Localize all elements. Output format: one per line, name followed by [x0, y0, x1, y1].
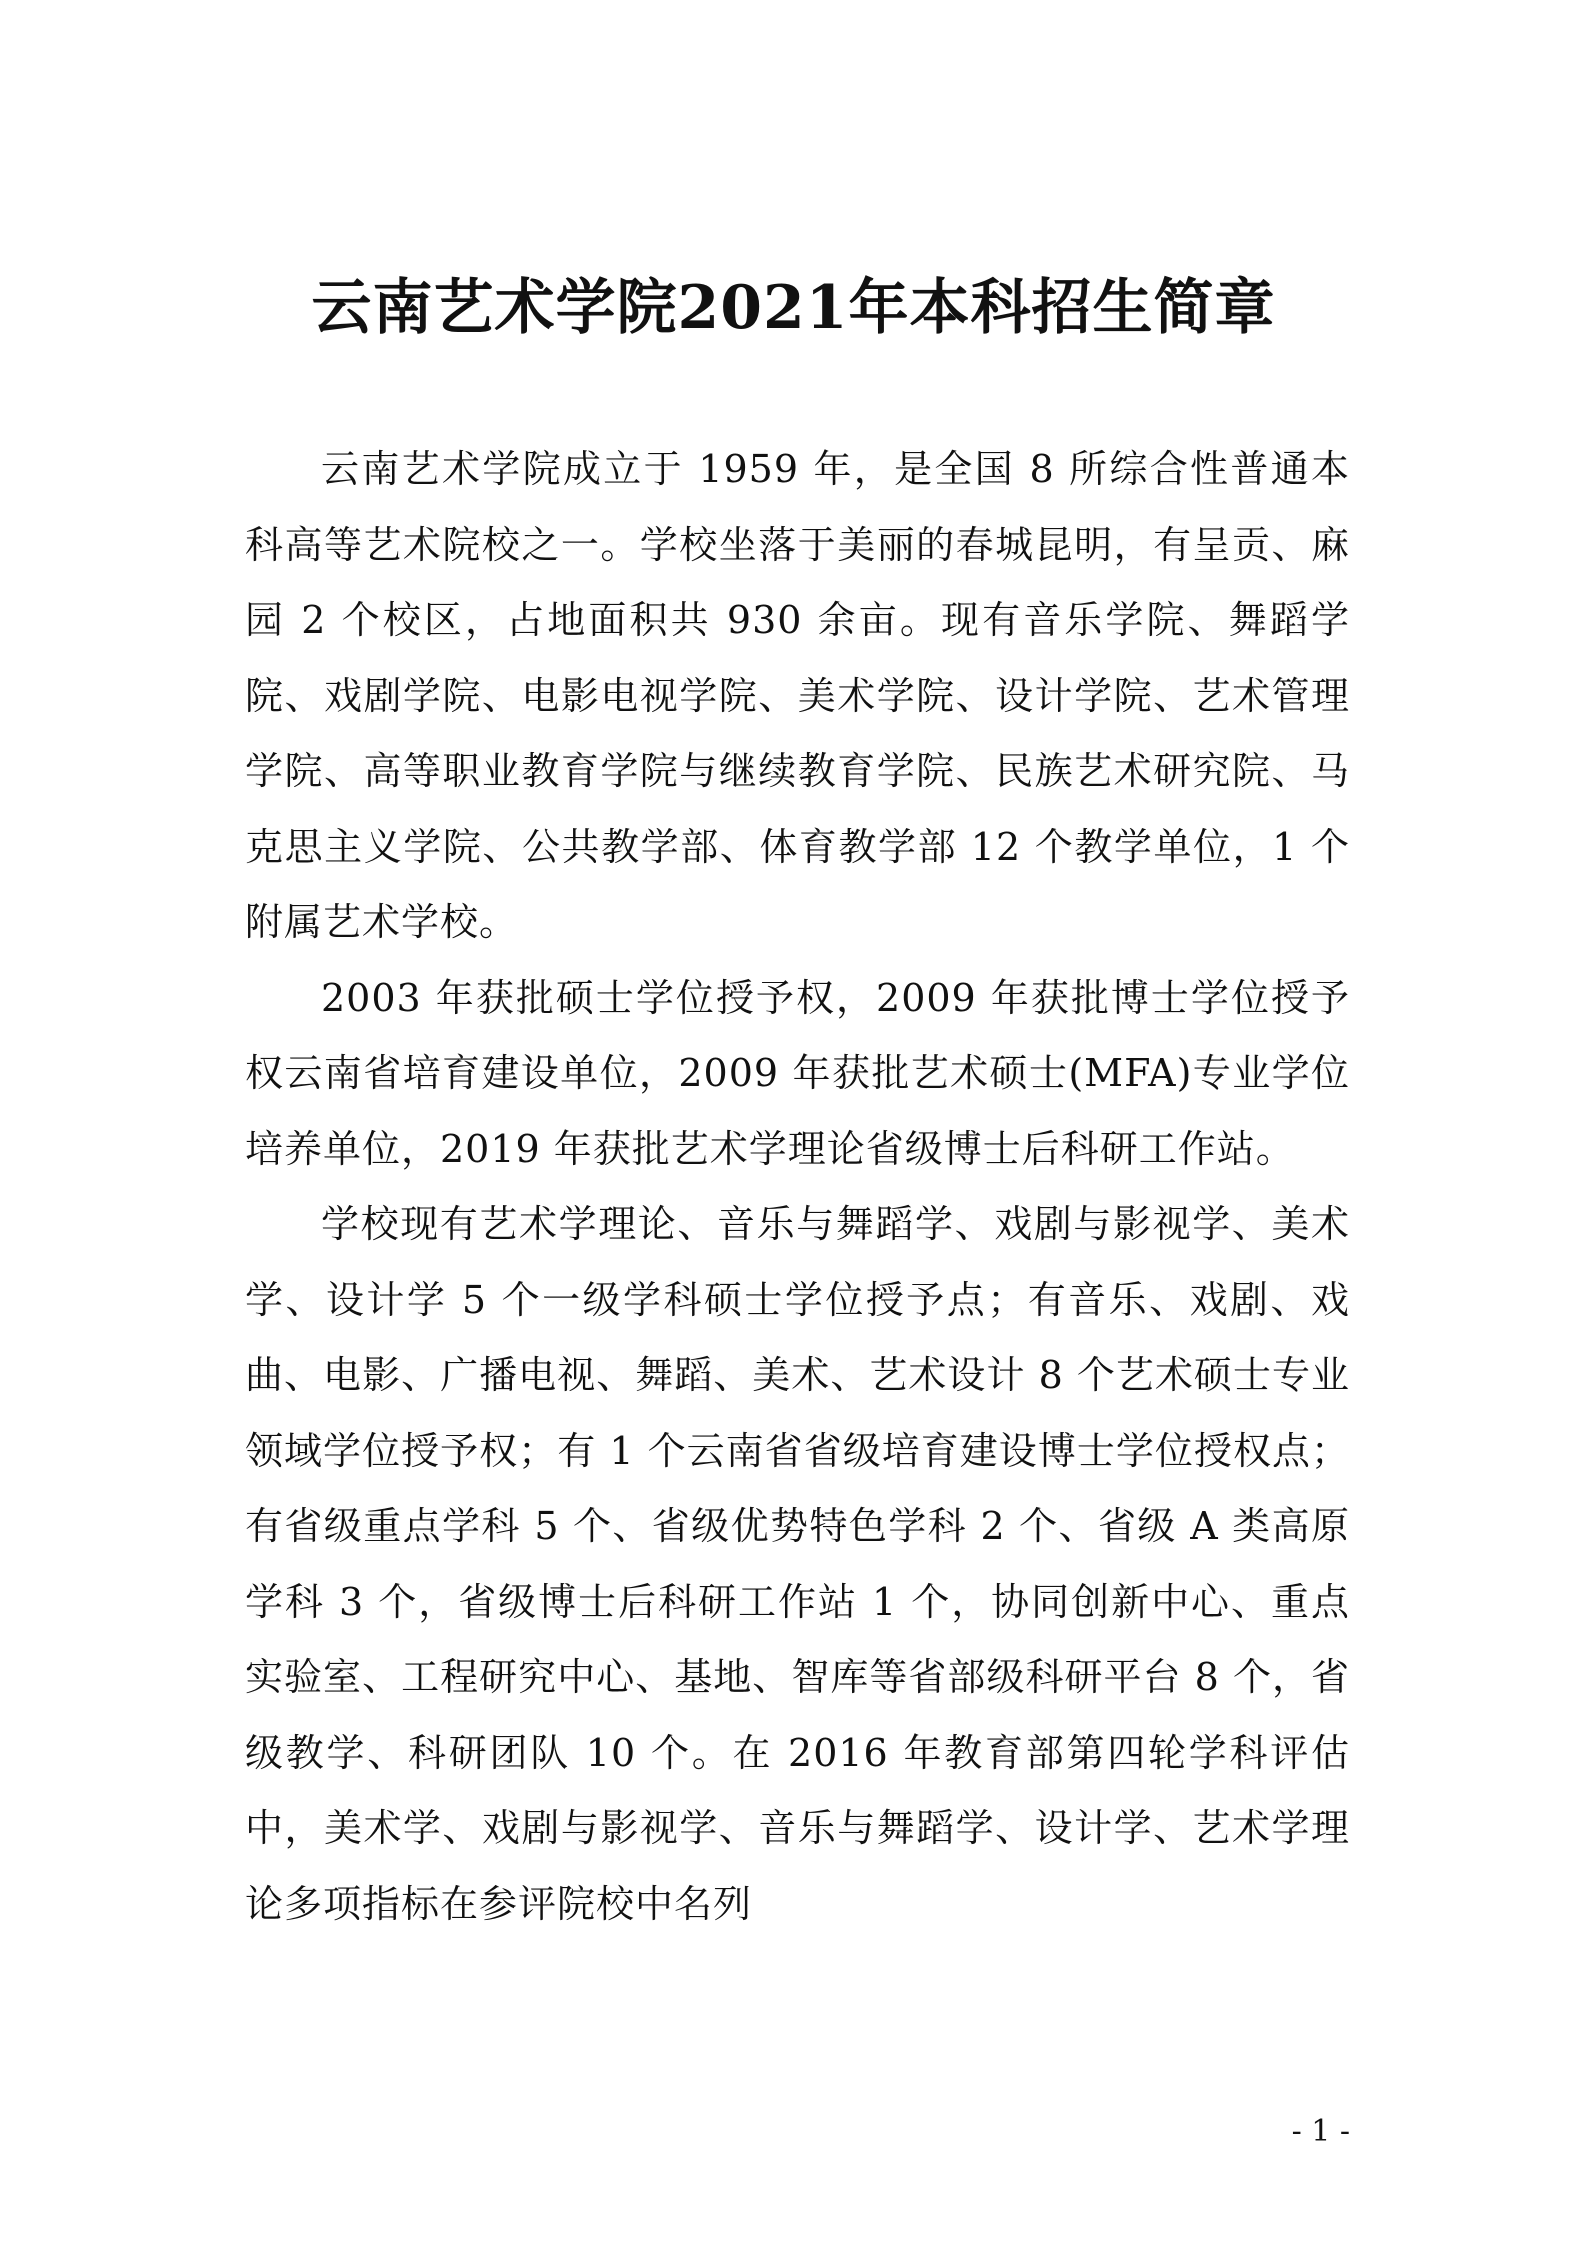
- document-body: [245, 432, 1350, 1942]
- document-title: 云南艺术学院2021年本科招生简章: [311, 273, 1276, 343]
- page-number: - 1 -: [1291, 2114, 1350, 2149]
- paragraph-degree-history: 2003 年获批硕士学位授予权，2009 年获批博士学位授予权云南省培育建设单位，2009 年获批艺术硕士(MFA)专业学位培养单位，2019 年获批艺术学理论省级博士后科研工作站。: [245, 975, 1350, 1171]
- paragraph-intro: 云南艺术学院成立于 1959 年，是全国 8 所综合性普通本科高等艺术院校之一。学校坐落于美丽的春城昆明，有呈贡、麻园 2 个校区，占地面积共 930 余亩。现有音乐学院、舞蹈学院、戏剧学院、电影电视学院、美术学院、设计学院、艺术管理学院、高等职业教育学院与继续教育学院、民族艺术研究院、马克思主义学院、公共教学部、体育教学部 12 个教学单位，1 个附属艺术学校。: [245, 447, 1350, 944]
- paragraph-disciplines: 学校现有艺术学理论、音乐与舞蹈学、戏剧与影视学、美术学、设计学 5 个一级学科硕士学位授予点；有音乐、戏剧、戏曲、电影、广播电视、舞蹈、美术、艺术设计 8 个艺术硕士专业领域学位授予权；有 1 个云南省省级培育建设博士学位授权点；有省级重点学科 5 个、省级优势特色学科 2 个、省级 A 类高原学科 3 个，省级博士后科研工作站 1 个，协同创新中心、重点实验室、工程研究中心、基地、智库等省部级科研平台 8 个，省级教学、科研团队 10 个。在 2016 年教育部第四轮学科评估中，美术学、戏剧与影视学、音乐与舞蹈学、设计学、艺术学理论多项指标在参评院校中名列: [245, 1202, 1350, 1926]
